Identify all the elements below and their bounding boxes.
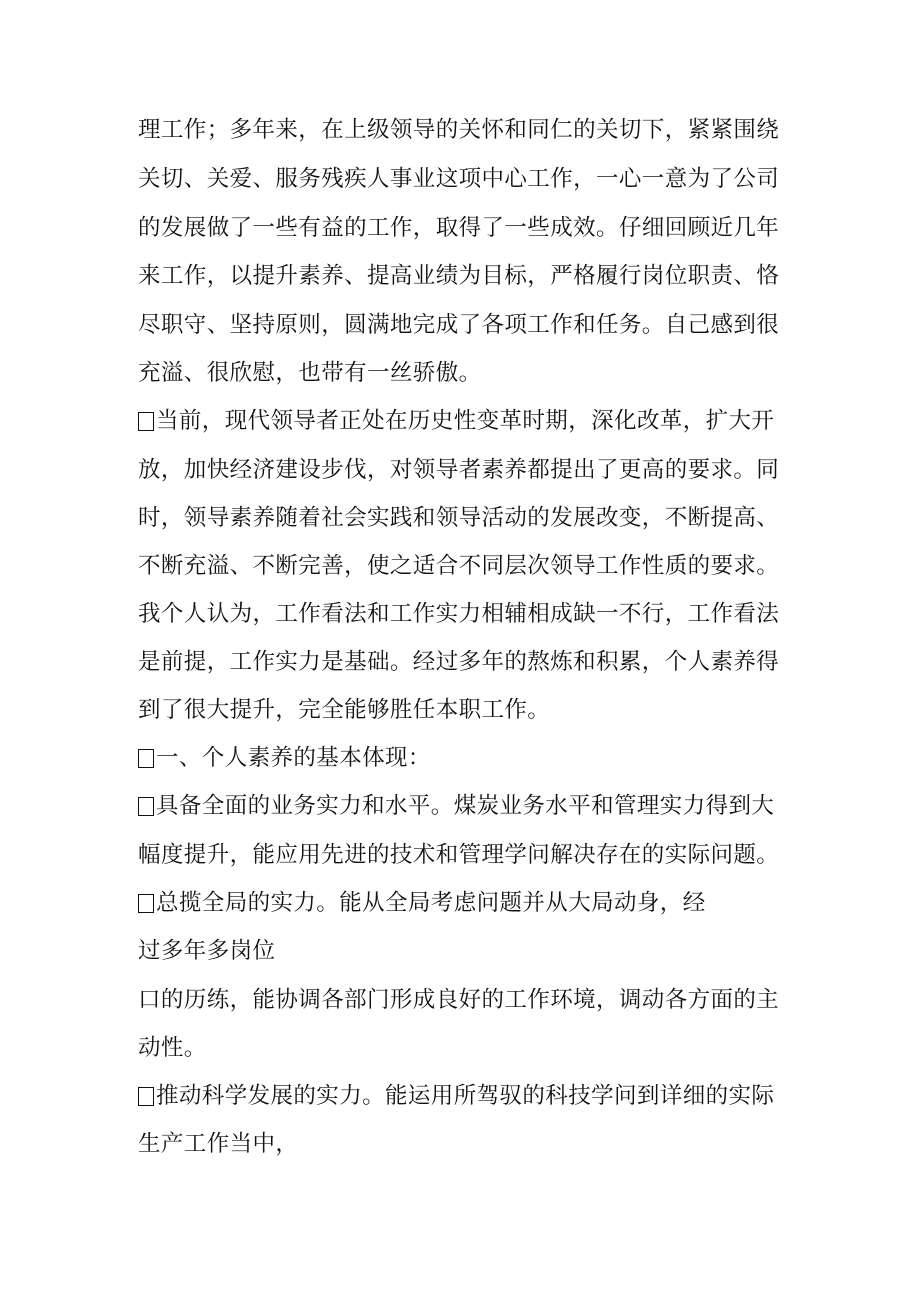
text-line: 幅度提升，能应用先进的技术和管理学问解决存在的实际问题。 <box>138 842 780 868</box>
text-line: 充溢、很欣慰，也带有一丝骄傲。 <box>138 360 482 386</box>
checkbox-square-icon <box>138 1087 154 1106</box>
section-heading: 一、个人素养的基本体现： <box>138 738 431 778</box>
checkbox-square-icon <box>138 894 154 913</box>
text-line: 来工作，以提升素养、提高业绩为目标，严格履行岗位职责、恪 <box>138 263 780 289</box>
paragraph-start-line: 总揽全局的实力。能从全局考虑问题并从大局动身，经 <box>138 883 706 923</box>
text-line: 到了很大提升，完全能够胜任本职工作。 <box>138 697 551 723</box>
text-line: 时，领导素养随着社会实践和领导活动的发展改变，不断提高、 <box>138 505 780 531</box>
paragraph-start-line: 推动科学发展的实力。能运用所驾驭的科技学问到详细的实际 <box>138 1076 774 1116</box>
text-line: 我个人认为，工作看法和工作实力相辅相成缺一不行，工作看法 <box>138 601 780 627</box>
paragraph-start-line: 当前，现代领导者正处在历史性变革时期，深化改革，扩大开 <box>138 401 774 441</box>
text-line: 是前提，工作实力是基础。经过多年的熬炼和积累，个人素养得 <box>138 649 780 675</box>
paragraph-start-line: 具备全面的业务实力和水平。煤炭业务水平和管理实力得到大 <box>138 786 774 826</box>
text-line: 尽职守、坚持原则，圆满地完成了各项工作和任务。自己感到很 <box>138 312 780 338</box>
text-line: 动性。 <box>138 1035 207 1061</box>
text-line: 放，加快经济建设步伐，对领导者素养都提出了更高的要求。同 <box>138 457 780 483</box>
text-line: 不断充溢、不断完善，使之适合不同层次领导工作性质的要求。 <box>138 553 780 579</box>
checkbox-square-icon <box>138 749 154 768</box>
checkbox-square-icon <box>138 797 154 816</box>
text-line: 的发展做了一些有益的工作，取得了一些成效。仔细回顾近几年 <box>138 215 780 241</box>
text-line: 关切、关爱、服务残疾人事业这项中心工作，一心一意为了公司 <box>138 166 780 192</box>
text-line: 过多年多岗位 <box>138 938 276 964</box>
text-line: 生产工作当中， <box>138 1131 299 1157</box>
text-line: 口的历练，能协调各部门形成良好的工作环境，调动各方面的主 <box>138 987 780 1013</box>
text-line: 理工作；多年来，在上级领导的关怀和同仁的关切下，紧紧围绕 <box>138 117 780 143</box>
checkbox-square-icon <box>138 412 154 431</box>
